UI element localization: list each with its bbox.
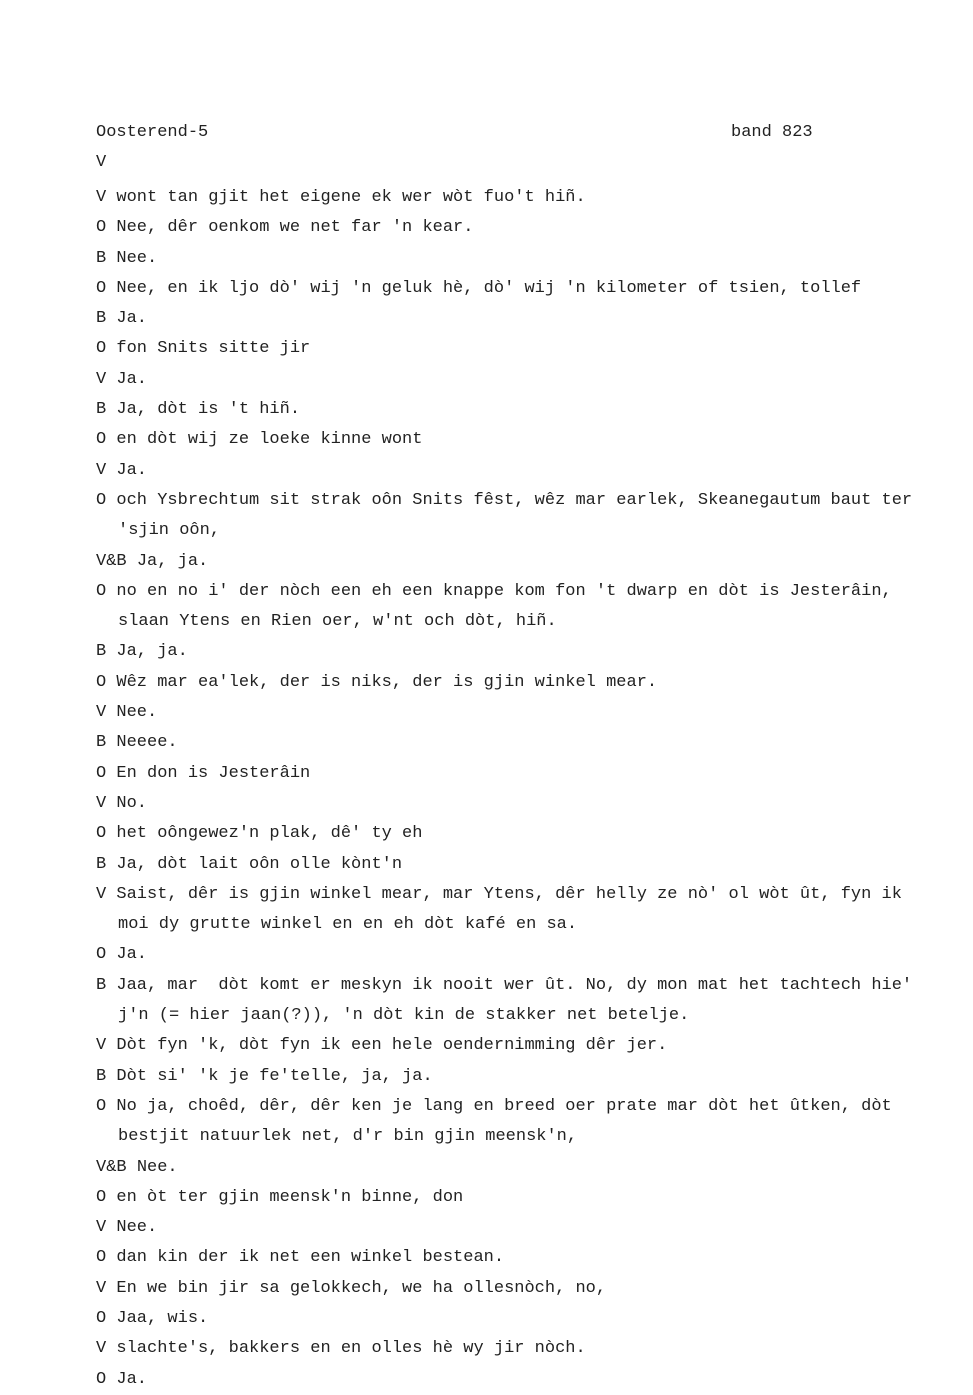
transcript-turn [96,365,916,395]
tape-number: band 823 [731,123,813,142]
speaker-label: O [96,430,107,450]
speaker-label: V [96,884,107,904]
speaker-label: O [96,672,107,692]
utterance-text: slachte's, bakkers en en olles hè wy jir nòch. [116,1339,586,1359]
speaker-label: O [96,1187,107,1207]
speaker-label: B [96,854,107,874]
transcript-turn [96,698,916,728]
transcript-turn [96,425,916,455]
speaker-label: O [96,278,107,298]
utterance-text: Nee. [116,248,158,268]
speaker-label: O [96,1248,107,1268]
utterance-text: Jaa, wis. [116,1308,209,1328]
transcript-turn [96,1243,916,1273]
utterance-text: Ja, dòt is 't hiñ. [116,400,301,420]
utterance-text: en òt ter gjin meensk'n binne, don [116,1187,464,1207]
speaker-label: V [96,1339,107,1359]
transcript-turn [96,971,916,1032]
transcript-turn [96,789,916,819]
transcript-turn [96,183,916,213]
utterance-text: Neeee. [116,733,178,753]
transcript-turn [96,1274,916,1304]
speaker-label: O [96,945,107,965]
speaker-label: O [96,763,107,783]
transcript-turn [96,668,916,698]
speaker-label: B [96,975,107,995]
transcript-turn [96,1334,916,1364]
utterance-text: En don is Jesterâin [116,763,311,783]
transcript-turn [96,547,916,577]
speaker-label: B [96,733,107,753]
speaker-label: O [96,490,107,510]
speaker-label: O [96,339,107,359]
utterance-continuation: 'sjin oôn, [118,521,221,541]
utterance-text: Nee, en ik ljo dò' wij 'n geluk hè, dò' wij 'n kilometer of tsien, tollef [116,278,862,298]
utterance-text: Ja. [116,945,148,965]
utterance-continuation: slaan Ytens en Rien oer, w'nt och dòt, hiñ. [118,612,557,632]
transcript-turn [96,486,916,547]
transcript-turn [96,880,916,941]
utterance-text: Ja. [116,460,148,480]
transcript-turn [96,1365,916,1395]
utterance-text: Nee. [116,703,158,723]
speaker-label: V [96,1278,107,1298]
speaker-label: V [96,188,107,207]
speaker-label: V [96,369,107,389]
transcript-turn [96,244,916,274]
speaker-label: V [96,1036,107,1056]
utterance-text: Saist, dêr is gjin winkel mear, mar Ytens, dêr helly ze nò' ol wòt ût, fyn ik [116,884,902,904]
transcript-body [96,183,916,1395]
utterance-text: Ja, dòt lait oôn olle kònt'n [116,854,403,874]
recording-location: Oosterend-5 [96,123,209,142]
utterance-text: no en no i' der nòch een eh een knappe kom fon 't dwarp en dòt is Jesterâin, [116,581,892,601]
transcript-turn [96,1153,916,1183]
utterance-text: Ja. [116,1369,148,1389]
utterance-text: fon Snits sitte jir [116,339,311,359]
transcript-turn [96,213,916,243]
utterance-text: Nee. [116,1218,158,1238]
transcript-turn [96,1183,916,1213]
transcript-turn [96,1304,916,1334]
speaker-label: B [96,400,107,420]
transcript-turn [96,819,916,849]
transcript-turn [96,274,916,304]
utterance-text: No ja, choêd, dêr, dêr ken je lang en breed oer prate mar dòt het ûtken, dòt [116,1096,892,1116]
utterance-text: het oôngewez'n plak, dê' ty eh [116,824,423,844]
speaker-label: O [96,824,107,844]
transcript-turn [96,456,916,486]
utterance-text: Ja. [116,309,148,329]
transcript-turn [96,395,916,425]
speaker-label: O [96,1369,107,1389]
utterance-text: En we bin jir sa gelokkech, we ha ollesnòch, no, [116,1278,607,1298]
transcript-turn [96,1062,916,1092]
section-marker: V [96,153,107,172]
speaker-label: V [96,703,107,723]
utterance-text: wont tan gjit het eigene ek wer wòt fuo't hiñ. [116,188,586,207]
speaker-label: O [96,218,107,238]
utterance-text: Nee. [136,1157,178,1177]
transcript-turn [96,940,916,970]
transcript-turn [96,1213,916,1243]
speaker-label: V&B [96,551,127,571]
utterance-continuation: bestjit natuurlek net, d'r bin gjin meensk'n, [118,1127,578,1147]
speaker-label: V [96,1218,107,1238]
utterance-text: Wêz mar ea'lek, der is niks, der is gjin winkel mear. [116,672,658,692]
transcript-turn [96,334,916,364]
utterance-text: Jaa, mar dòt komt er meskyn ik nooit wer ût. No, dy mon mat het tachtech hie' [116,975,913,995]
utterance-text: Ja, ja. [116,642,188,662]
speaker-label: B [96,309,107,329]
transcript-turn [96,1092,916,1153]
speaker-label: O [96,1308,107,1328]
utterance-continuation: j'n (= hier jaan(?)), 'n dòt kin de stakker net betelje. [118,1006,690,1026]
utterance-text: Ja. [116,369,148,389]
speaker-label: O [96,1096,107,1116]
utterance-text: Dòt si' 'k je fe'telle, ja, ja. [116,1066,433,1086]
speaker-label: B [96,642,107,662]
speaker-label: B [96,248,107,268]
transcript-turn [96,304,916,334]
transcript-turn [96,1031,916,1061]
speaker-label: B [96,1066,107,1086]
speaker-label: O [96,581,107,601]
transcript-turn [96,850,916,880]
utterance-text: en dòt wij ze loeke kinne wont [116,430,423,450]
transcript-turn [96,728,916,758]
utterance-text: Ja, ja. [136,551,209,571]
utterance-text: och Ysbrechtum sit strak oôn Snits fêst, wêz mar earlek, Skeanegautum baut ter [116,490,913,510]
transcript-turn [96,759,916,789]
speaker-label: V [96,460,107,480]
utterance-text: dan kin der ik net een winkel bestean. [116,1248,505,1268]
transcript-turn [96,577,916,638]
utterance-text: Dòt fyn 'k, dòt fyn ik een hele oendernimming dêr jer. [116,1036,668,1056]
transcript-turn [96,637,916,667]
utterance-continuation: moi dy grutte winkel en en eh dòt kafé en sa. [118,915,578,935]
utterance-text: Nee, dêr oenkom we net far 'n kear. [116,218,474,238]
utterance-text: No. [116,793,148,813]
speaker-label: V [96,793,107,813]
speaker-label: V&B [96,1157,127,1177]
